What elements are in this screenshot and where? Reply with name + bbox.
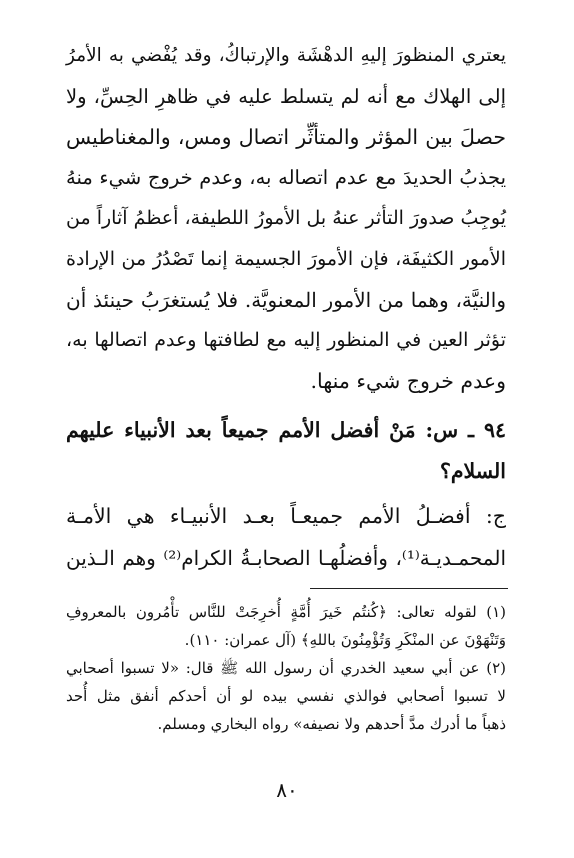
answer-line: المحمـديـة⁽¹⁾، وأفضلُهـا الصحابـةُ الكرام⁽²⁾ وهم الـذين — [66, 546, 506, 570]
footnotes — [66, 598, 506, 738]
footnote-line: ذهباً ما أدرك مدَّ أحدهم ولا نصيفه» رواه البخاري ومسلم. — [157, 715, 506, 733]
body-line: يُوجِبُ صدورَ التأثر عنهُ بل الأمورُ اللطيفة، أعظمُ آثاراً من — [66, 207, 506, 230]
question-heading — [66, 410, 506, 492]
answer-line: ج: أفضـلُ الأمم جميعـاً بعـد الأنبيـاء هي الأمـة — [66, 504, 506, 528]
body-line: يجذبُ الحديدَ مع عدم اتصاله به، وعدم خروج شيء منهُ — [66, 165, 506, 189]
body-line: يعتري المنظورَ إليهِ الدهْشَة والإرتباكُ، وقد يُفْضي به الأمرُ — [66, 45, 506, 66]
body-line: والنيَّة، وهما من الأمور المعنويَّة. فلا يُستغرَبُ حينئذ أن — [66, 287, 506, 312]
footnote-divider — [310, 588, 508, 589]
footnote-line: (٢) عن أبي سعيد الخدري أن رسول الله ﷺ قال: «لا تسبوا أصحابي — [66, 659, 506, 677]
body-line: الأمور الكثيفَة، فإن الأمورَ الجسيمة إنما تَصْدُرُ من الإرادة — [66, 247, 506, 270]
footnote-line: لا تسبوا أصحابي فوالذي نفسي بيده لو أن أحدكم أنفق مثل أُحد — [66, 687, 506, 705]
footnote-line: (١) لقوله تعالى: ﴿كُنتُم خَيرَ أُمَّةٍ أُخرِجَتْ للنَّاس تأْمُرون بالمعروفِ — [66, 603, 506, 621]
body-paragraph — [66, 36, 506, 401]
footnote-line: وَتَنْهَوْنَ عن المنْكَرِ وَتُؤْمِنُونَ باللهِ﴾ (آل عمران: ١١٠). — [184, 631, 506, 649]
body-line: حصلَ بين المؤثر والمتأثِّر اتصال ومس، والمغناطيس — [66, 125, 506, 150]
body-line: إلى الهلاك مع أنه لم يتسلط عليه في ظاهرِ الحِسِّ، ولا — [66, 84, 506, 108]
page-number: ٨٠ — [276, 778, 298, 802]
answer-paragraph — [66, 495, 506, 579]
question-line: السلام؟ — [439, 459, 506, 483]
body-line: تؤثر العين في المنظور إليه مع لطافتها وعدم اتصالها به، — [66, 329, 506, 352]
body-line: وعدم خروج شيء منها. — [310, 368, 506, 393]
question-line: ٩٤ ـ س: مَنْ أفضل الأمم جميعاً بعد الأنبياء عليهم — [66, 418, 506, 442]
